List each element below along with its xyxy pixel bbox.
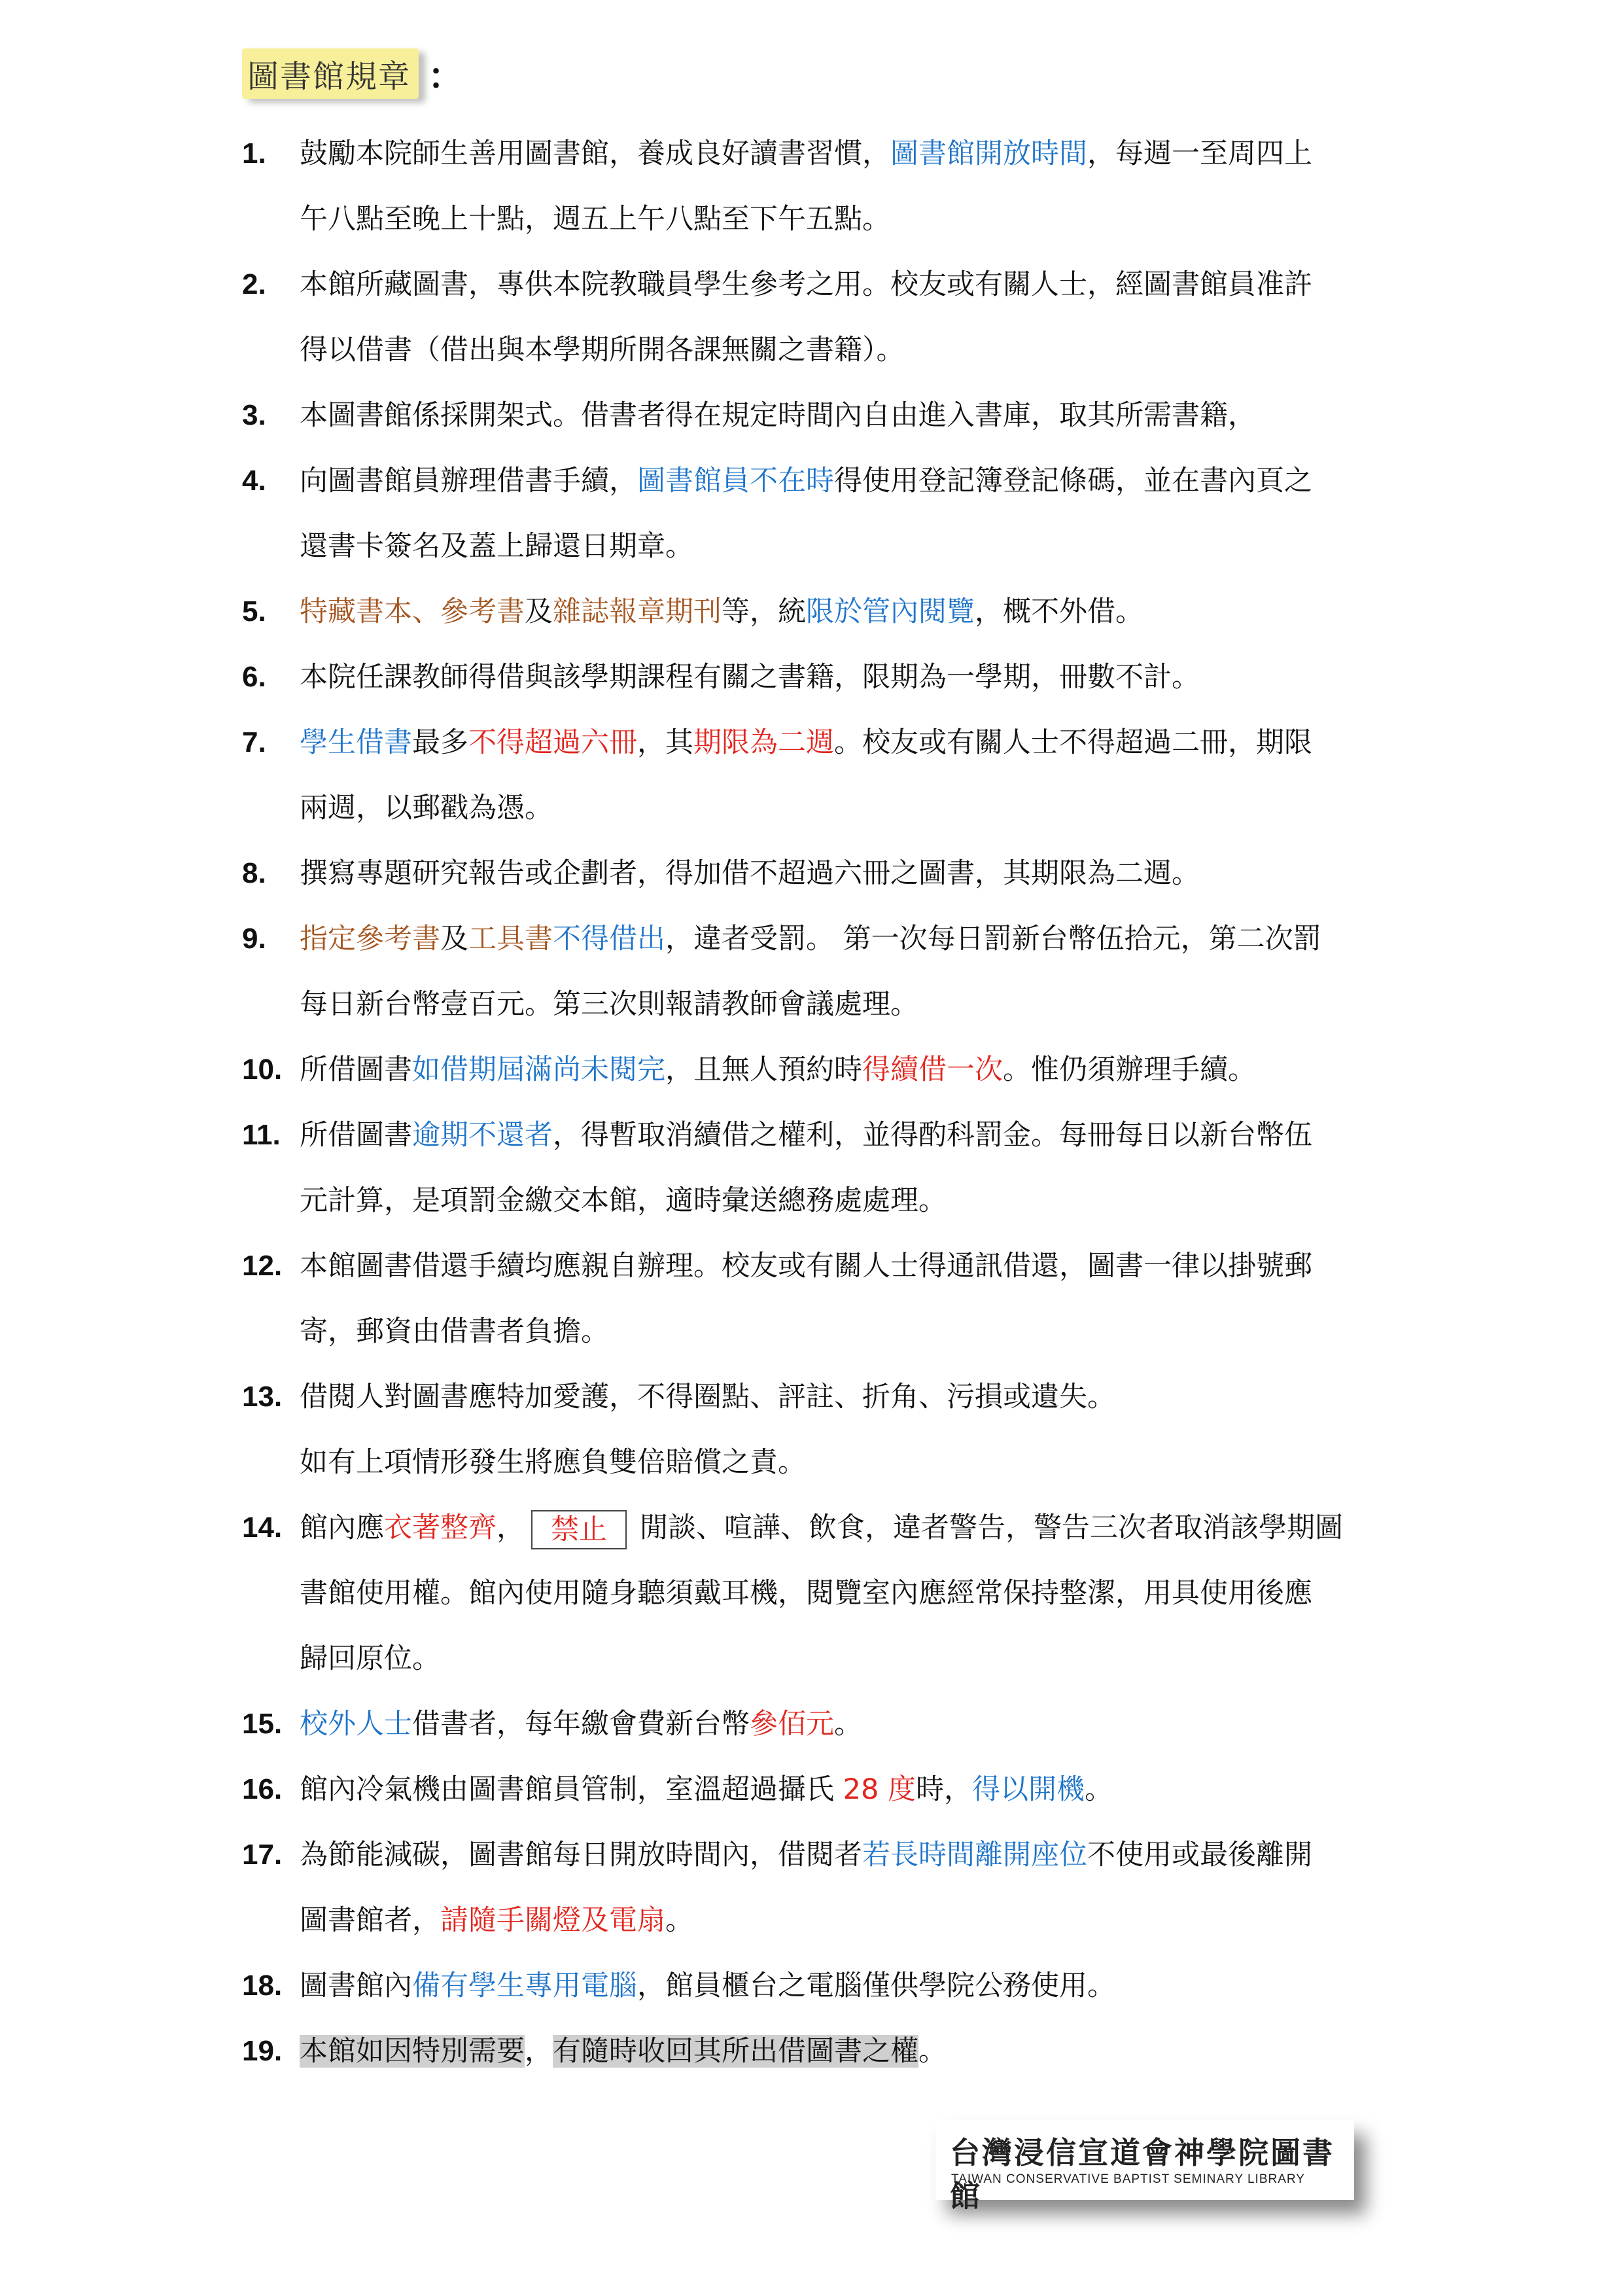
rule-number: 3.	[242, 399, 266, 431]
rule-number: 5.	[242, 595, 266, 627]
rule-line	[300, 1364, 1393, 1430]
rule-line	[300, 775, 1393, 841]
rule-number: 14.	[242, 1511, 283, 1544]
rule-text: 得續借一次	[862, 1053, 1003, 1086]
rule-text: 及	[440, 923, 468, 955]
rule-line	[300, 2019, 1393, 2084]
rule-text: 逾期不還者	[412, 1119, 553, 1152]
rule-text: 。	[1085, 1773, 1113, 1806]
rule-line	[300, 1888, 1393, 1953]
rule-text: 圖書館員不在時	[637, 465, 834, 497]
library-stamp	[935, 2120, 1354, 2214]
rule-text: 館內應	[300, 1511, 384, 1544]
rule-item	[242, 906, 1393, 1037]
rule-text: 本圖書館係採開架式。借書者得在規定時間內自由進入書庫，取其所需書籍，	[300, 399, 1256, 432]
rule-item	[242, 1364, 1393, 1495]
rule-text: 寄，郵資由借書者負擔。	[300, 1315, 609, 1348]
rule-text: 圖書館開放時間	[890, 137, 1087, 170]
rule-line	[300, 906, 1393, 972]
rule-text: 閒談、喧譁、飲食，違者警告，警告三次者取消該學期圖	[640, 1511, 1343, 1544]
rule-line	[300, 1103, 1393, 1168]
rule-line	[300, 1037, 1393, 1103]
rule-item	[242, 1037, 1393, 1103]
rule-text: 學生借書	[300, 726, 412, 759]
rule-text: 借閱人對圖書應特加愛護，不得圈點、評註、折角、污損或遺失。	[300, 1381, 1115, 1413]
rule-number: 12.	[242, 1250, 283, 1282]
rule-text: 兩週，以郵戳為憑。	[300, 792, 553, 824]
rule-text: 本館如因特別需要	[300, 2035, 525, 2068]
rule-text: 參佰元	[750, 1708, 834, 1740]
rule-text: 。	[665, 1904, 693, 1937]
rule-text: 還書卡簽名及蓋上歸還日期章。	[300, 530, 693, 563]
rule-item	[242, 1757, 1393, 1822]
rule-text: ，	[497, 1511, 525, 1544]
rule-number: 2.	[242, 268, 266, 300]
rule-text: 所借圖書	[300, 1053, 412, 1086]
rule-line	[300, 841, 1393, 906]
rule-text: 本館圖書借還手續均應親自辦理。校友或有關人士得通訊借還，圖書一律以掛號郵	[300, 1250, 1312, 1282]
rule-item	[242, 579, 1393, 645]
rule-text: 。	[918, 2035, 947, 2068]
rule-line	[300, 186, 1393, 252]
rule-line	[300, 1822, 1393, 1888]
rule-text: 若長時間離開座位	[862, 1839, 1087, 1871]
prohibited-label: 禁止	[531, 1510, 627, 1549]
rule-text: 得以借書（借出與本學期所開各課無關之書籍）。	[300, 334, 905, 366]
rule-line	[300, 1233, 1393, 1299]
rule-text: 校外人士	[300, 1708, 412, 1740]
rule-text: 圖書館內	[300, 1969, 412, 2002]
rules-list	[242, 121, 1393, 2084]
rule-item	[242, 252, 1393, 383]
rule-line	[300, 579, 1393, 645]
rule-text: 所借圖書	[300, 1119, 412, 1152]
rule-number: 10.	[242, 1053, 283, 1086]
rule-text: ，館員櫃台之電腦僅供學院公務使用。	[637, 1969, 1115, 2002]
rule-text: 館內冷氣機由圖書館員管制，室溫超過攝氏	[300, 1773, 843, 1806]
rule-line	[300, 1626, 1393, 1691]
rule-number: 6.	[242, 661, 266, 693]
rule-text: 如有上項情形發生將應負雙倍賠償之責。	[300, 1446, 806, 1479]
rule-text: ，概不外借。	[975, 595, 1143, 628]
rule-text: 有隨時收回其所出借圖書之權	[553, 2035, 918, 2068]
rule-line	[300, 1495, 1393, 1561]
rule-text: ，其	[637, 726, 693, 759]
rule-text: 得使用登記簿登記條碼，並在書內頁之	[834, 465, 1312, 497]
rule-text: 。惟仍須辦理手續。	[1003, 1053, 1256, 1086]
rule-text: 不使用或最後離開	[1087, 1839, 1312, 1871]
stamp-name-en: TAIWAN CONSERVATIVE BAPTIST SEMINARY LIBRARY	[951, 2172, 1305, 2186]
rule-line	[300, 1430, 1393, 1495]
rule-text: ，每週一至周四上	[1087, 137, 1312, 170]
title-row	[242, 47, 463, 99]
rule-text: 請隨手關燈及電扇	[440, 1904, 665, 1937]
rule-text: ，	[525, 2035, 553, 2068]
rule-line	[300, 1168, 1393, 1233]
rule-text: 午八點至晚上十點，週五上午八點至下午五點。	[300, 203, 890, 236]
rule-text: ，得暫取消續借之權利，並得酌科罰金。每冊每日以新台幣伍	[553, 1119, 1312, 1152]
rule-line	[300, 448, 1393, 514]
rule-item	[242, 710, 1393, 841]
rule-text: 鼓勵本院師生善用圖書館，養成良好讀書習慣，	[300, 137, 890, 170]
rule-line	[300, 252, 1393, 317]
rule-text: ，違者受罰。 第一次每日罰新台幣伍拾元，第二次罰	[665, 923, 1321, 955]
rule-line	[300, 972, 1393, 1037]
rule-item	[242, 841, 1393, 906]
rule-text: 不得超過六冊	[468, 726, 637, 759]
rule-number: 15.	[242, 1708, 283, 1740]
rule-item	[242, 448, 1393, 579]
rule-text: 雜誌報章期刊	[553, 595, 722, 628]
rule-item	[242, 121, 1393, 252]
stamp-name-zh: 台灣浸信宣道會神學院圖書館	[950, 2135, 1335, 2214]
title-colon: ：	[428, 55, 464, 97]
rule-text: 衣著整齊	[384, 1511, 497, 1544]
rule-text: 特藏書本、參考書	[300, 595, 525, 628]
rule-line	[300, 383, 1393, 448]
rule-text: 向圖書館員辦理借書手續，	[300, 465, 637, 497]
rule-text: 元計算，是項罰金繳交本館，適時彙送總務處處理。	[300, 1184, 947, 1217]
rule-text: 指定參考書	[300, 923, 440, 955]
rule-text: 等，統	[722, 595, 806, 628]
rule-line	[300, 317, 1393, 383]
rule-item	[242, 1233, 1393, 1364]
rule-text: 圖書館者，	[300, 1904, 440, 1937]
rule-line	[300, 710, 1393, 775]
rule-number: 8.	[242, 857, 266, 889]
rule-text: 28 度	[843, 1773, 916, 1806]
rule-line	[300, 1953, 1393, 2019]
rule-item	[242, 1953, 1393, 2019]
rule-number: 9.	[242, 923, 266, 955]
rule-line	[300, 1561, 1393, 1626]
rule-number: 7.	[242, 726, 266, 758]
rule-line	[300, 1691, 1393, 1757]
rule-text: 借書者，每年繳會費新台幣	[412, 1708, 750, 1740]
rule-text: 書館使用權。館內使用隨身聽須戴耳機，閱覽室內應經常保持整潔，用具使用後應	[300, 1577, 1312, 1610]
rule-text: 。	[834, 1708, 862, 1740]
rule-text: 工具書	[468, 923, 553, 955]
rule-number: 19.	[242, 2035, 283, 2067]
rule-text: 限於管內閱覽	[806, 595, 975, 628]
rule-number: 4.	[242, 465, 266, 497]
rule-text: 每日新台幣壹百元。第三次則報請教師會議處理。	[300, 988, 918, 1021]
rule-item	[242, 1822, 1393, 1953]
rule-item	[242, 2019, 1393, 2084]
rule-text: 時，	[916, 1773, 973, 1806]
page-title: 圖書館規章	[242, 48, 419, 99]
rule-item	[242, 1103, 1393, 1233]
rule-text: ，且無人預約時	[665, 1053, 862, 1086]
rule-number: 1.	[242, 137, 266, 169]
rule-item	[242, 383, 1393, 448]
rule-line	[300, 1299, 1393, 1364]
rule-text: 本館所藏圖書，專供本院教職員學生參考之用。校友或有關人士，經圖書館員准許	[300, 268, 1312, 301]
rule-text: 。校友或有關人士不得超過二冊，期限	[834, 726, 1312, 759]
rule-text: 及	[525, 595, 553, 628]
rule-item	[242, 645, 1393, 710]
rule-line	[300, 121, 1393, 186]
rule-line	[300, 1757, 1393, 1822]
rule-text: 得以開機	[972, 1773, 1085, 1806]
rule-text: 為節能減碳，圖書館每日開放時間內，借閱者	[300, 1839, 862, 1871]
rule-number: 11.	[242, 1119, 281, 1151]
rule-number: 18.	[242, 1969, 283, 2002]
rule-item	[242, 1495, 1393, 1691]
rule-text: 如借期屆滿尚未閱完	[412, 1053, 665, 1086]
rule-item	[242, 1691, 1393, 1757]
rule-text: 撰寫專題研究報告或企劃者，得加借不超過六冊之圖書，其期限為二週。	[300, 857, 1200, 890]
rule-text: 期限為二週	[693, 726, 834, 759]
rule-text: 歸回原位。	[300, 1642, 440, 1675]
rule-text: 本院任課教師得借與該學期課程有關之書籍，限期為一學期，冊數不計。	[300, 661, 1200, 694]
rule-number: 17.	[242, 1839, 283, 1871]
rule-text: 不得借出	[553, 923, 665, 955]
rule-number: 16.	[242, 1773, 283, 1805]
rule-text: 最多	[412, 726, 468, 759]
rule-text: 備有學生專用電腦	[412, 1969, 637, 2002]
rule-number: 13.	[242, 1381, 283, 1413]
rule-line	[300, 645, 1393, 710]
rule-line	[300, 514, 1393, 579]
